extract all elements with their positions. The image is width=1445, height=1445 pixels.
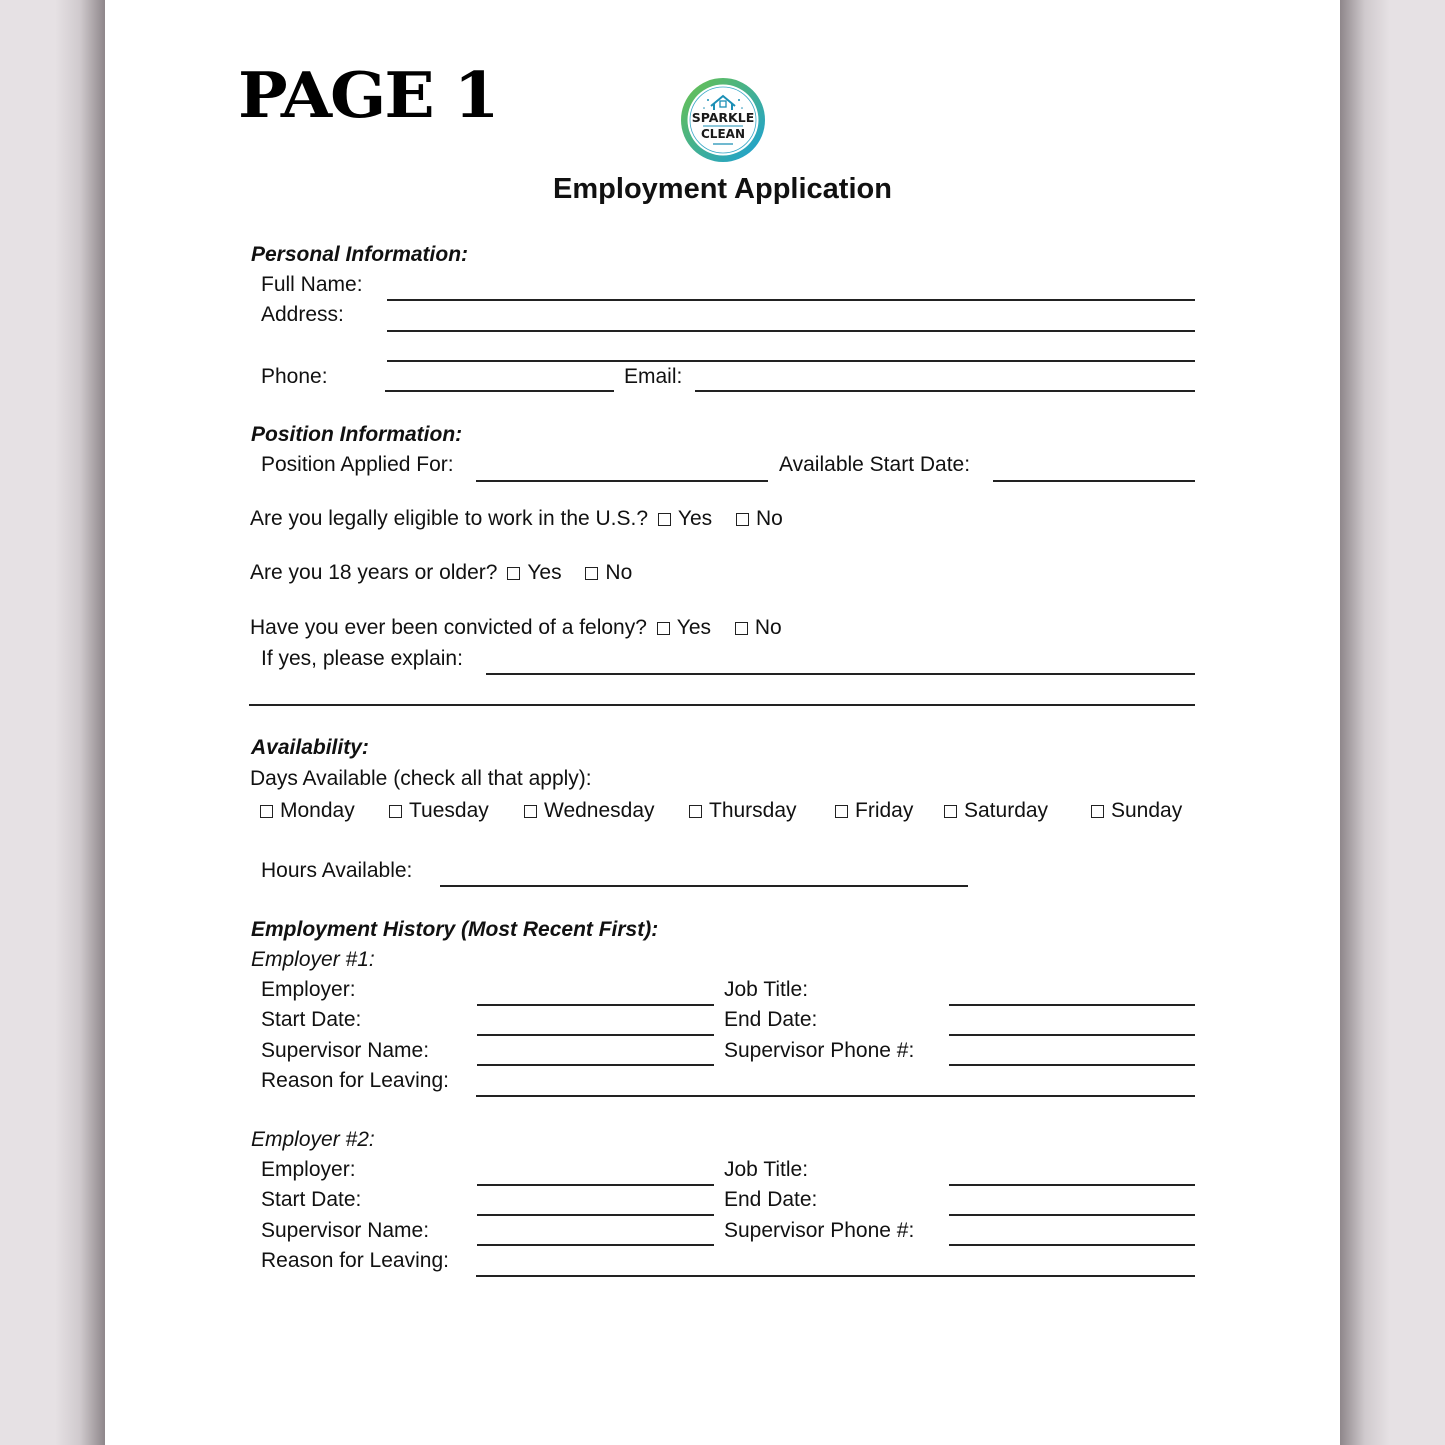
logo-text-clean: CLEAN — [701, 127, 745, 141]
day-monday[interactable] — [260, 799, 355, 823]
day-label: Thursday — [709, 799, 797, 822]
employer-1-job-title-label: Job Title: — [724, 978, 809, 1001]
employment-history-heading: Employment History (Most Recent First): — [251, 918, 659, 941]
day-label: Monday — [280, 799, 355, 822]
day-label: Tuesday — [409, 799, 489, 822]
checkbox-icon[interactable] — [507, 567, 520, 580]
full-name-label: Full Name: — [261, 273, 363, 296]
logo-text-sparkle: SPARKLE — [691, 110, 755, 125]
employer-2-sup-name-field[interactable] — [477, 1244, 714, 1246]
eligible-yes-option[interactable] — [658, 507, 712, 530]
employer-2-sup-name-label: Supervisor Name: — [261, 1219, 430, 1242]
checkbox-icon[interactable] — [835, 805, 848, 818]
sparkle-clean-logo — [679, 76, 767, 164]
employer-2-job-title-label: Job Title: — [724, 1158, 809, 1181]
age-yes-option[interactable] — [507, 561, 561, 584]
employer-1-heading: Employer #1: — [251, 948, 375, 971]
explain-field-line-2[interactable] — [249, 704, 1195, 706]
employer-1-end-field[interactable] — [949, 1034, 1195, 1036]
day-thursday[interactable] — [689, 799, 797, 823]
checkbox-icon[interactable] — [260, 805, 273, 818]
day-label: Saturday — [964, 799, 1049, 822]
checkbox-icon[interactable] — [1091, 805, 1104, 818]
checkbox-icon[interactable] — [585, 567, 598, 580]
explain-field-line-1[interactable] — [486, 673, 1195, 675]
yes-label: Yes — [527, 561, 562, 584]
availability-heading: Availability: — [251, 736, 369, 759]
day-sunday[interactable] — [1091, 799, 1182, 823]
hours-available-label: Hours Available: — [261, 859, 413, 882]
employer-1-sup-phone-label: Supervisor Phone #: — [724, 1039, 915, 1062]
employer-2-heading: Employer #2: — [251, 1128, 375, 1151]
employer-1-start-label: Start Date: — [261, 1008, 362, 1031]
address-field-line-1[interactable] — [387, 330, 1195, 332]
email-label: Email: — [624, 365, 683, 388]
day-friday[interactable] — [835, 799, 913, 823]
position-applied-field[interactable] — [476, 480, 768, 482]
checkbox-icon[interactable] — [689, 805, 702, 818]
employer-2-employer-field[interactable] — [477, 1184, 714, 1186]
employer-2-reason-label: Reason for Leaving: — [261, 1249, 449, 1272]
phone-label: Phone: — [261, 365, 328, 388]
employer-1-reason-label: Reason for Leaving: — [261, 1069, 449, 1092]
eligible-no-option[interactable] — [736, 507, 783, 530]
day-label: Friday — [855, 799, 914, 822]
page-label: PAGE 1 — [238, 57, 498, 133]
full-name-field[interactable] — [387, 299, 1195, 301]
checkbox-icon[interactable] — [735, 622, 748, 635]
address-field-line-2[interactable] — [387, 360, 1195, 362]
page-shadow-right — [1340, 0, 1390, 1445]
employer-2-start-label: Start Date: — [261, 1188, 362, 1211]
no-label: No — [605, 561, 633, 584]
felony-yes-option[interactable] — [657, 616, 711, 639]
felony-question — [250, 616, 782, 640]
employer-1-end-label: End Date: — [724, 1008, 818, 1031]
felony-question-text: Have you ever been convicted of a felony? — [250, 616, 647, 639]
employer-1-job-title-field[interactable] — [949, 1004, 1195, 1006]
position-applied-label: Position Applied For: — [261, 453, 454, 476]
yes-label: Yes — [676, 616, 712, 639]
employer-2-sup-phone-label: Supervisor Phone #: — [724, 1219, 915, 1242]
phone-field[interactable] — [385, 390, 614, 392]
day-label: Wednesday — [544, 799, 655, 822]
day-saturday[interactable] — [944, 799, 1048, 823]
employer-1-reason-field[interactable] — [476, 1095, 1195, 1097]
checkbox-icon[interactable] — [657, 622, 670, 635]
employer-2-reason-field[interactable] — [476, 1275, 1195, 1277]
employer-1-employer-field[interactable] — [477, 1004, 714, 1006]
employer-1-sup-name-field[interactable] — [477, 1064, 714, 1066]
employer-2-end-label: End Date: — [724, 1188, 818, 1211]
eligibility-question-text: Are you legally eligible to work in the U.S.? — [250, 507, 649, 530]
no-label: No — [754, 616, 782, 639]
employer-2-job-title-field[interactable] — [949, 1184, 1195, 1186]
age-no-option[interactable] — [585, 561, 632, 584]
checkbox-icon[interactable] — [736, 513, 749, 526]
employer-1-sup-phone-field[interactable] — [949, 1064, 1195, 1066]
days-available-label: Days Available (check all that apply): — [250, 767, 592, 790]
checkbox-icon[interactable] — [658, 513, 671, 526]
day-tuesday[interactable] — [389, 799, 489, 823]
position-info-heading: Position Information: — [251, 423, 463, 446]
explain-label: If yes, please explain: — [261, 647, 463, 670]
eligibility-question — [250, 507, 783, 531]
age-question-text: Are you 18 years or older? — [250, 561, 498, 584]
checkbox-icon[interactable] — [944, 805, 957, 818]
page-title: Employment Application — [553, 173, 892, 205]
day-label: Sunday — [1111, 799, 1183, 822]
day-wednesday[interactable] — [524, 799, 655, 823]
age-question — [250, 561, 632, 585]
felony-no-option[interactable] — [735, 616, 782, 639]
employer-2-end-field[interactable] — [949, 1214, 1195, 1216]
employer-2-sup-phone-field[interactable] — [949, 1244, 1195, 1246]
yes-label: Yes — [677, 507, 713, 530]
no-label: No — [756, 507, 783, 530]
employer-1-employer-label: Employer: — [261, 978, 356, 1001]
checkbox-icon[interactable] — [524, 805, 537, 818]
personal-info-heading: Personal Information: — [251, 243, 469, 266]
start-date-field[interactable] — [993, 480, 1195, 482]
hours-available-field[interactable] — [440, 885, 968, 887]
page-shadow-left — [55, 0, 105, 1445]
email-field[interactable] — [695, 390, 1195, 392]
employer-2-employer-label: Employer: — [261, 1158, 356, 1181]
checkbox-icon[interactable] — [389, 805, 402, 818]
start-date-label: Available Start Date: — [779, 453, 971, 476]
employer-1-sup-name-label: Supervisor Name: — [261, 1039, 430, 1062]
employer-2-start-field[interactable] — [477, 1214, 714, 1216]
address-label: Address: — [261, 303, 344, 326]
employer-1-start-field[interactable] — [477, 1034, 714, 1036]
